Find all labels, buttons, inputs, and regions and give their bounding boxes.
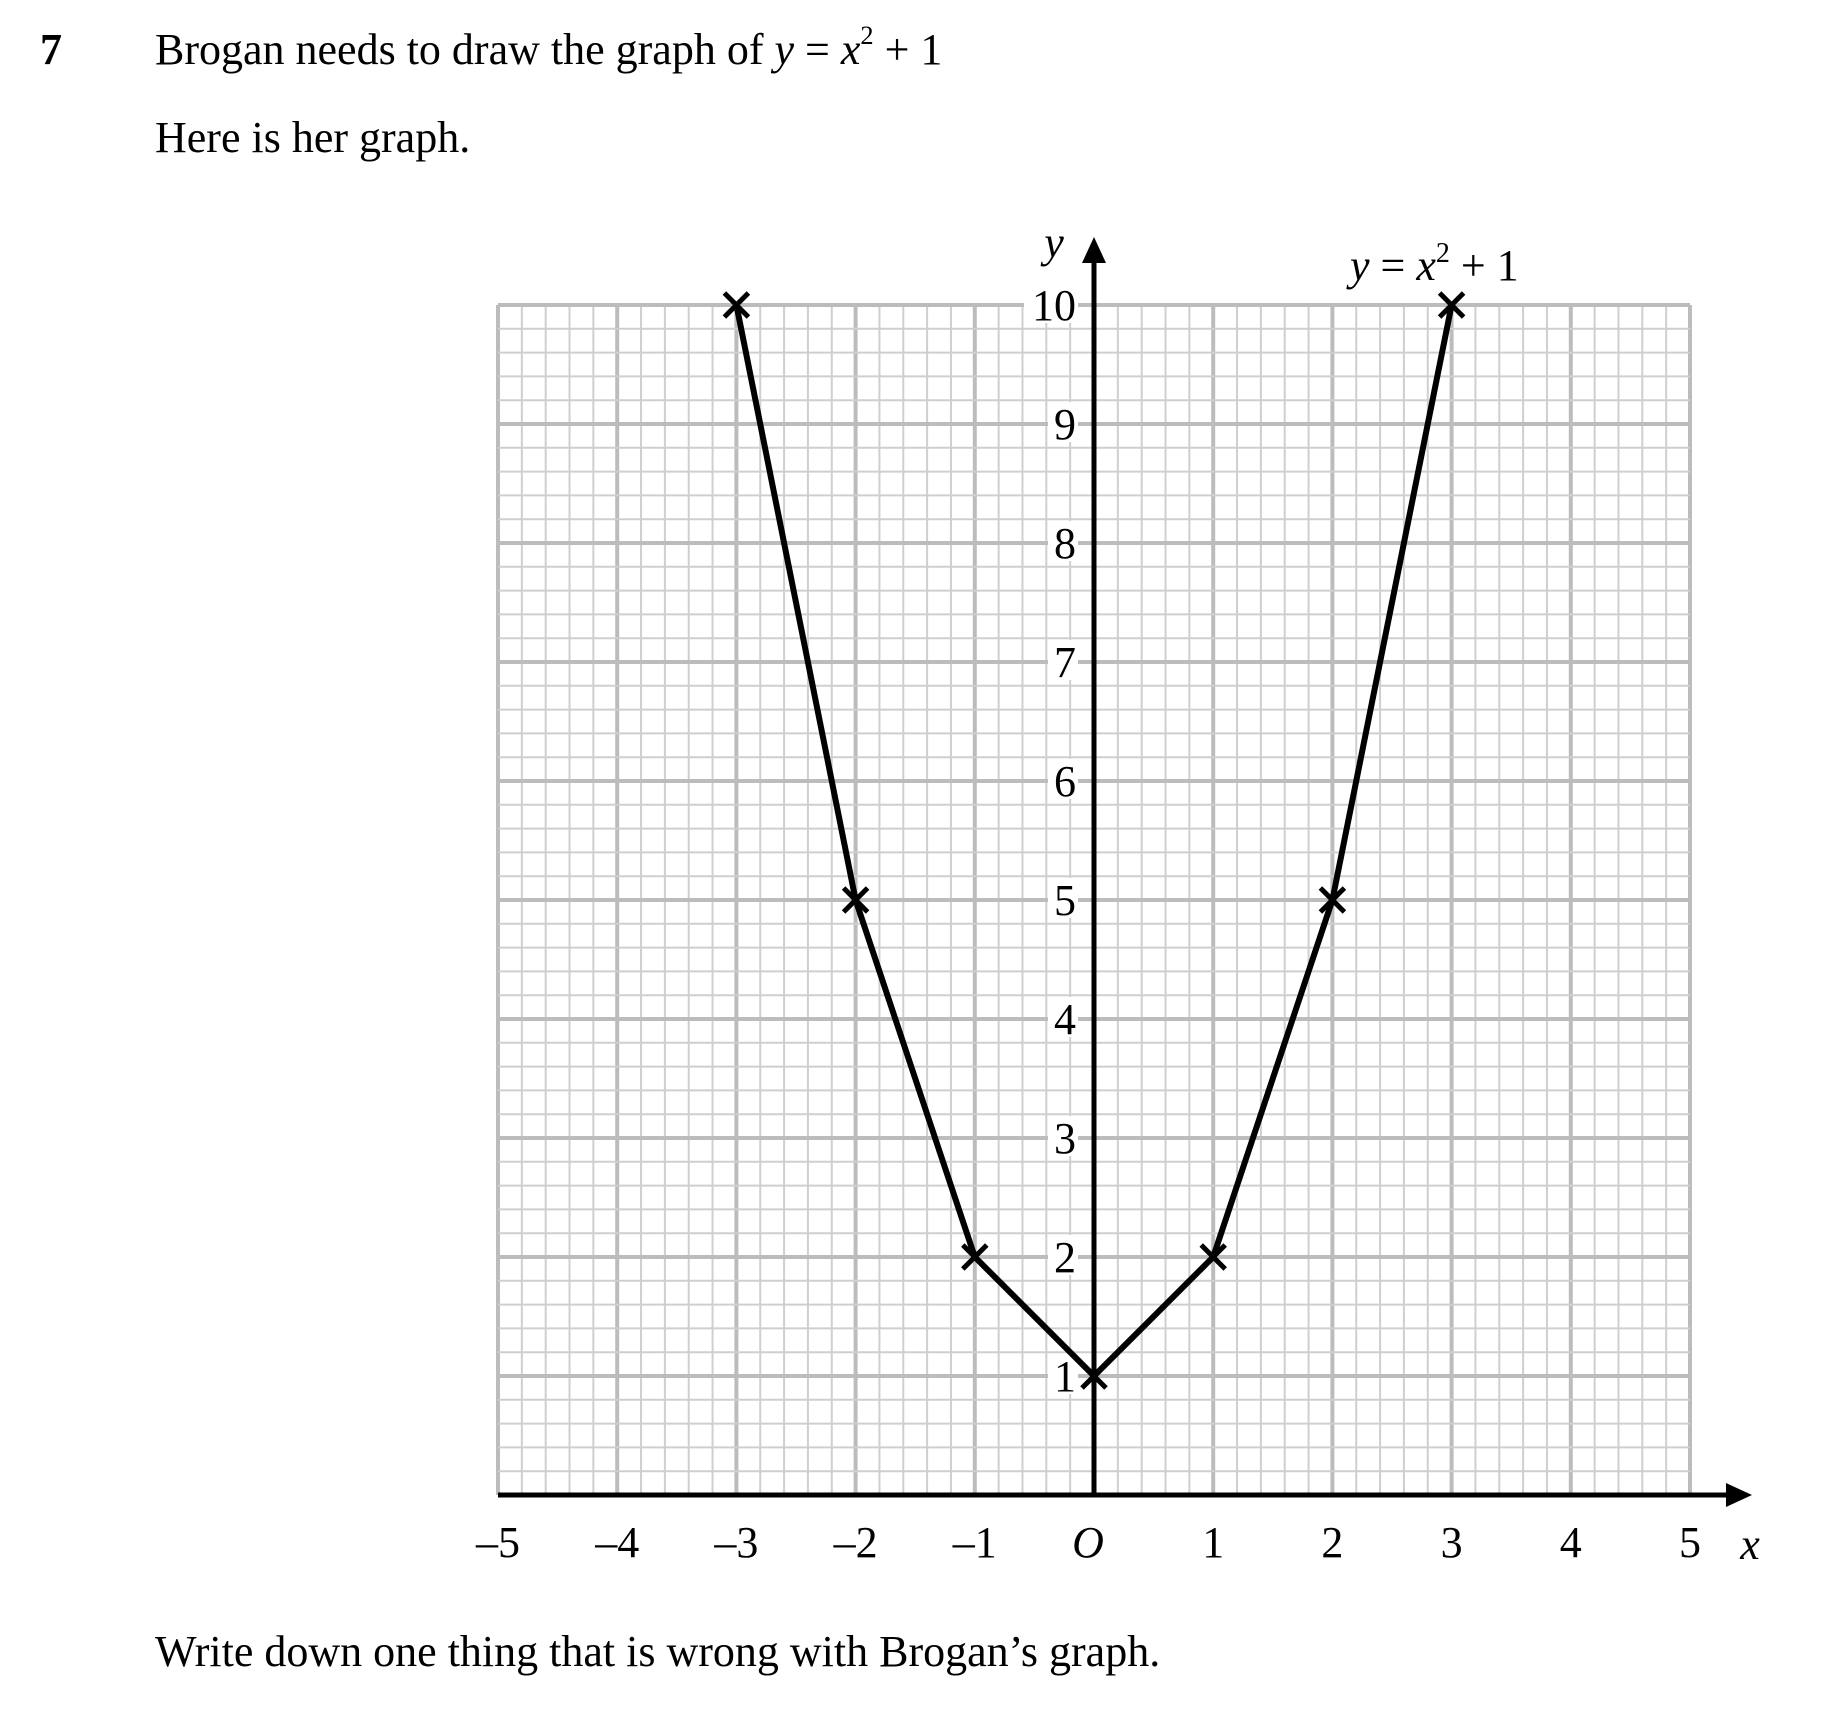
y-tick-label: 8 [1054, 519, 1076, 568]
x-tick-label: –5 [476, 1518, 520, 1567]
y-tick-label: 6 [1054, 757, 1076, 806]
y-tick-label: 10 [1032, 281, 1076, 330]
y-tick-label: 9 [1054, 400, 1076, 449]
curve-label-lhs: y [1350, 241, 1370, 290]
y-tick-label: 1 [1054, 1352, 1076, 1401]
y-tick-label: 5 [1054, 876, 1076, 925]
curve-label-rest: + 1 [1449, 241, 1519, 290]
equation-base: x [840, 25, 861, 74]
curve-label-equals: = [1369, 241, 1417, 290]
stem-prefix: Brogan needs to draw the graph of [155, 25, 775, 74]
y-tick-label: 3 [1054, 1114, 1076, 1163]
x-tick-label: 2 [1321, 1518, 1344, 1567]
equation-rest: + 1 [873, 25, 943, 74]
x-tick-label: 4 [1559, 1518, 1582, 1567]
y-tick-label: 4 [1054, 995, 1076, 1044]
question-number: 7 [40, 25, 62, 74]
curve-label-base: x [1416, 241, 1436, 290]
equation-lhs: y [774, 25, 795, 74]
x-tick-label: –3 [714, 1518, 759, 1567]
x-tick-label: 3 [1440, 1518, 1463, 1567]
x-axis-arrow [1726, 1483, 1752, 1507]
curve-label [1346, 238, 1519, 290]
x-axis-label: x [1740, 1520, 1760, 1569]
graph-axes [498, 237, 1752, 1507]
y-tick-label: 7 [1054, 638, 1076, 687]
x-tick-label: –4 [595, 1518, 640, 1567]
origin-label: O [1072, 1518, 1104, 1567]
question-intro: Here is her graph. [155, 113, 471, 162]
y-axis-arrow [1082, 237, 1106, 263]
equation-exponent: 2 [860, 20, 874, 51]
x-tick-label: –1 [952, 1518, 997, 1567]
y-axis-label: y [1044, 218, 1064, 267]
equation-equals: = [794, 25, 841, 74]
y-tick-label: 2 [1054, 1233, 1076, 1282]
x-tick-label: 5 [1679, 1518, 1701, 1567]
x-tick-label: –2 [833, 1518, 878, 1567]
curve-label-exponent: 2 [1435, 238, 1450, 269]
question-prompt: Write down one thing that is wrong with Brogan’s graph. [155, 1627, 1161, 1676]
x-tick-label: 1 [1202, 1518, 1225, 1567]
